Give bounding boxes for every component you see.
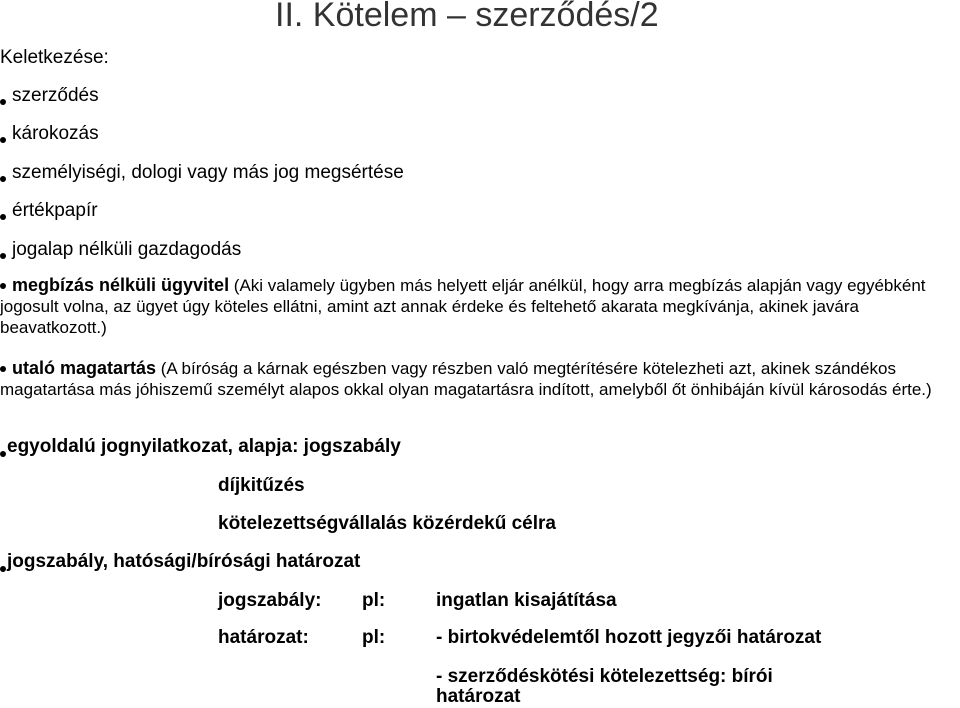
utalo-paragraph (0, 358, 960, 400)
pl-label: pl: (362, 590, 386, 611)
bullet-dot (0, 99, 6, 105)
page-title: II. Kötelem – szerződés/2 (275, 0, 659, 34)
hatarozat-label: határozat: (218, 627, 309, 648)
megbizas-paragraph (0, 275, 960, 338)
birtokvedelem-example: - birtokvédelemtől hozott jegyzői határozat (436, 627, 822, 648)
bullet-dot (0, 214, 6, 220)
bullet-dot (0, 283, 6, 289)
bullet-dot (0, 566, 6, 572)
megbizas-term: megbízás nélküli ügyvitel (12, 275, 230, 295)
utalo-term: utaló magatartás (12, 358, 157, 378)
keletkezese-label: Keletkezése: (0, 47, 109, 68)
jogszabaly-label: jogszabály: (218, 590, 322, 611)
list-item-karokozas: károkozás (12, 123, 99, 144)
szerzodeskotesi-example: - szerződéskötési kötelezettség: bírói (436, 666, 773, 687)
bullet-dot (0, 366, 6, 372)
utalo-text: (A bíróság a kárnak egészben vagy részben való megtérítésére kötelezheti azt, akinek szándékos magatartása más jóhiszemű személyt alapos okkal olyan magatartásra indított, amelyből őt önhibáján kívül károsodás érte.) (0, 359, 932, 399)
list-item-jogalap: jogalap nélküli gazdagodás (12, 239, 242, 260)
megbizas-text: (Aki valamely ügyben más helyett eljár anélkül, hogy arra megbízás alapján vagy egyébként jogosult volna, az ügyet úgy köteles ellátni, amint azt annak érdeke és feltehető akarata megkívánja, akinek javára beavatkozott.) (0, 276, 926, 337)
bullet-dot (0, 253, 6, 259)
szerzodeskotesi-example-cont: határozat (436, 686, 521, 707)
bullet-dot (0, 137, 6, 143)
kotelezettsegvallalas-item: kötelezettségvállalás közérdekű célra (218, 513, 556, 534)
dijkituzes-item: díjkitűzés (218, 475, 305, 496)
egyoldalu-heading: egyoldalú jognyilatkozat, alapja: jogszabály (7, 436, 401, 457)
jogszabaly-hatarozat-heading: jogszabály, hatósági/bírósági határozat (7, 551, 361, 572)
list-item-szerzodes: szerződés (12, 85, 99, 106)
bullet-dot (0, 451, 6, 457)
list-item-jogsertes: személyiségi, dologi vagy más jog megsértése (12, 162, 404, 183)
ingatlan-example: ingatlan kisajátítása (436, 590, 617, 611)
list-item-ertekpapir: értékpapír (12, 200, 98, 221)
bullet-dot (0, 176, 6, 182)
pl-label: pl: (362, 627, 386, 648)
